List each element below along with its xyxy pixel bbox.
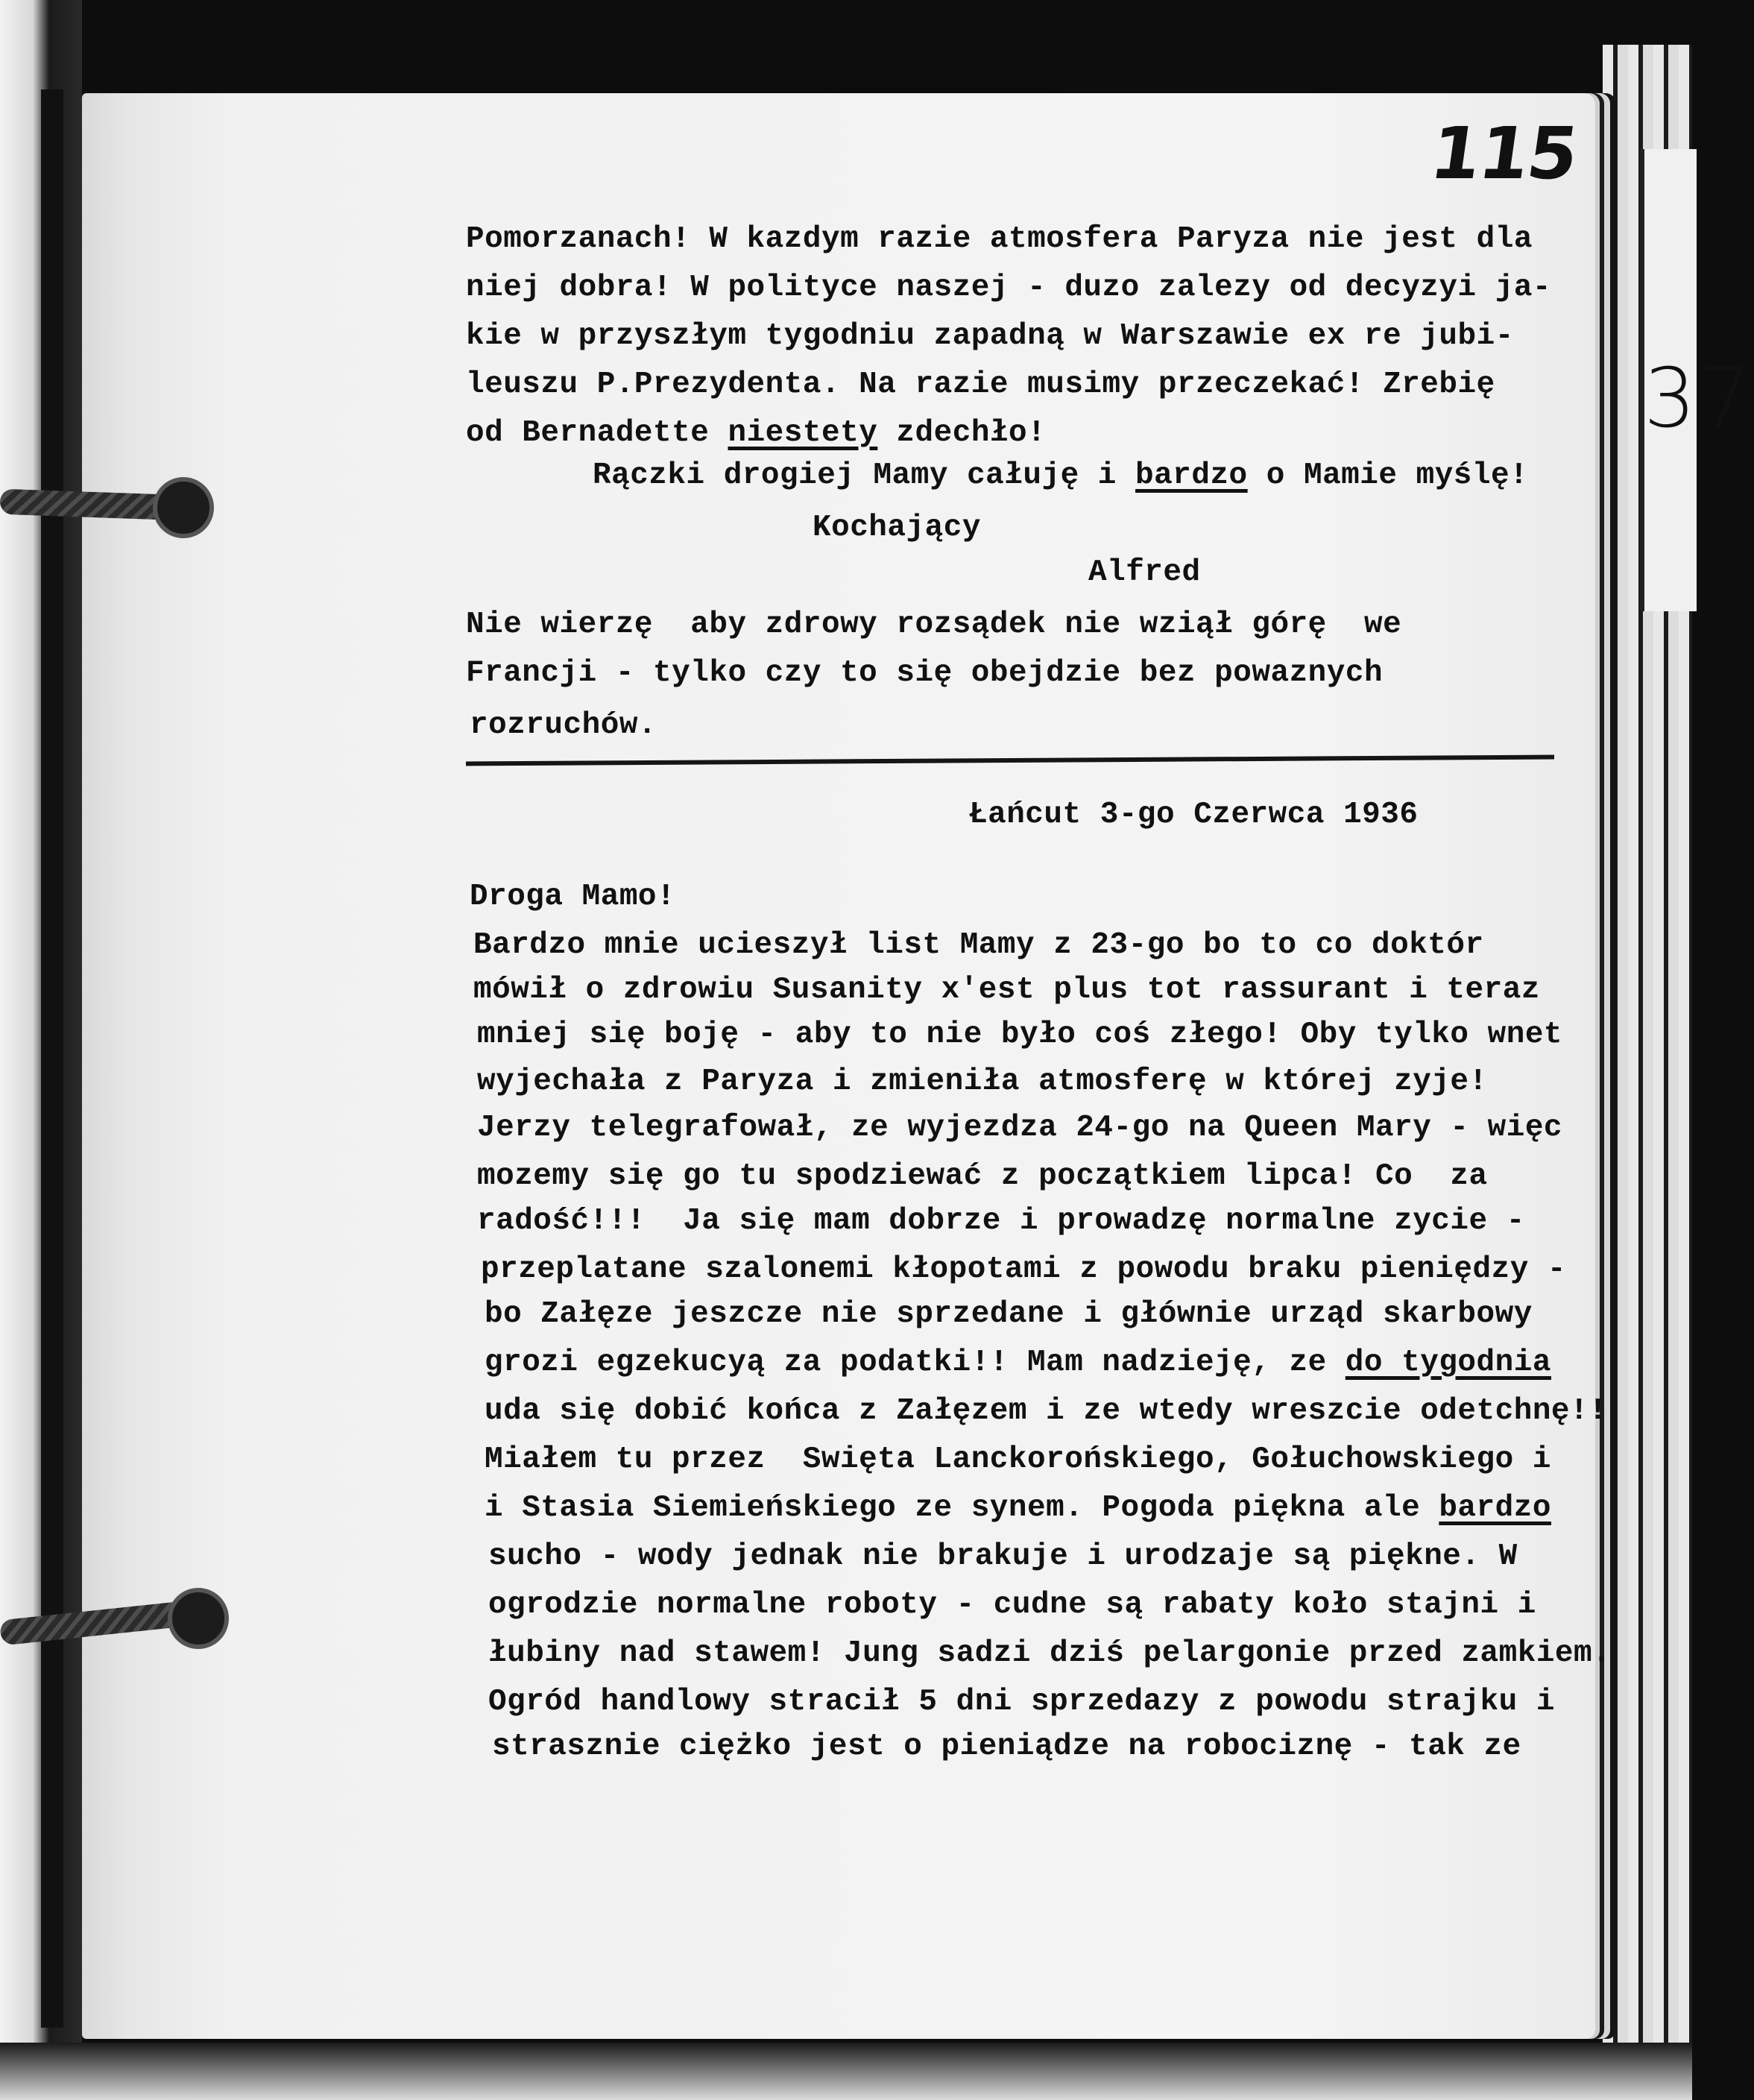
text-line: ogrodzie normalne roboty - cudne są rabaty koło stajni i — [488, 1588, 1536, 1622]
text-line: niej dobra! W polityce naszej - duzo zalezy od decyzyi ja- — [466, 271, 1552, 305]
letter-date: Łańcut 3-go Czerwca 1936 — [969, 798, 1419, 832]
text-line: przeplatane szalonemi kłopotami z powodu braku pieniędzy - — [481, 1252, 1567, 1287]
underlined-word: bardzo — [1135, 458, 1248, 493]
underlined-word: bardzo — [1439, 1491, 1551, 1525]
text-line: łubiny nad stawem! Jung sadzi dziś pelargonie przed zamkiem. — [488, 1636, 1612, 1671]
underlined-word: niestety — [728, 416, 878, 450]
handwritten-page-number: 115 — [1425, 112, 1583, 195]
text-line: Nie wierzę aby zdrowy rozsądek nie wziął górę we — [466, 608, 1402, 642]
text-line: radość!!! Ja się mam dobrze i prowadzę normalne zycie - — [477, 1204, 1525, 1238]
text-line: Jerzy telegrafował, ze wyjezdza 24-go na Queen Mary - więc — [477, 1111, 1563, 1145]
text-line: mniej się boję - aby to nie było coś złego! Oby tylko wnet — [477, 1018, 1563, 1052]
text-line: strasznie ciężko jest o pieniądze na robociznę - tak ze — [492, 1729, 1521, 1764]
text-line: leuszu P.Prezydenta. Na razie musimy przeczekać! Zrebię — [466, 368, 1495, 402]
text-line: Rączki drogiej Mamy całuję i bardzo o Mamie myślę! — [593, 458, 1529, 493]
binder-ring-top — [153, 477, 214, 538]
text-line: Pomorzanach! W kazdym razie atmosfera Paryza nie jest dla — [466, 222, 1533, 256]
binder-edge — [41, 89, 63, 2028]
text-line: wyjechała z Paryza i zmieniła atmosferę w której zyje! — [477, 1065, 1488, 1099]
signature: Alfred — [1088, 555, 1201, 590]
text-line: Miałem tu przez Swięta Lanckorońskiego, Gołuchowskiego i — [485, 1442, 1551, 1477]
text-line: mówił o zdrowiu Susanity x'est plus tot rassurant i teraz — [473, 973, 1540, 1007]
bottom-shadow — [0, 2043, 1692, 2100]
text-line: sucho - wody jednak nie brakuje i urodzaje są piękne. W — [488, 1539, 1518, 1574]
text-line: bo Załęze jeszcze nie sprzedane i głównie urząd skarbowy — [485, 1297, 1533, 1331]
text-line: Ogród handlowy stracił 5 dni sprzedazy z powodu strajku i — [488, 1685, 1555, 1719]
text-line: uda się dobić końca z Załęzem i ze wtedy wreszcie odetchnę!! — [485, 1394, 1608, 1428]
text-line: i Stasia Siemieńskiego ze synem. Pogoda piękna ale bardzo — [485, 1491, 1551, 1525]
text-line: rozruchów. — [470, 708, 657, 742]
side-page-number: 37 — [1644, 350, 1754, 446]
text-line: grozi egzekucyą za podatki!! Mam nadzieję, ze do tygodnia — [485, 1346, 1551, 1380]
underlined-word: do tygodnia — [1345, 1346, 1551, 1380]
text-line: Bardzo mnie ucieszył list Mamy z 23-go bo to co doktór — [473, 928, 1484, 962]
text-line: mozemy się go tu spodziewać z początkiem lipca! Co za — [477, 1159, 1488, 1194]
closing-line: Kochający — [813, 511, 981, 545]
text-line: kie w przyszłym tygodniu zapadną w Warszawie ex re jubi- — [466, 319, 1514, 353]
text-line: od Bernadette niestety zdechło! — [466, 416, 1047, 450]
salutation: Droga Mamo! — [470, 880, 676, 914]
binder-ring-bottom — [168, 1588, 229, 1649]
text-line: Francji - tylko czy to się obejdzie bez powaznych — [466, 656, 1384, 690]
